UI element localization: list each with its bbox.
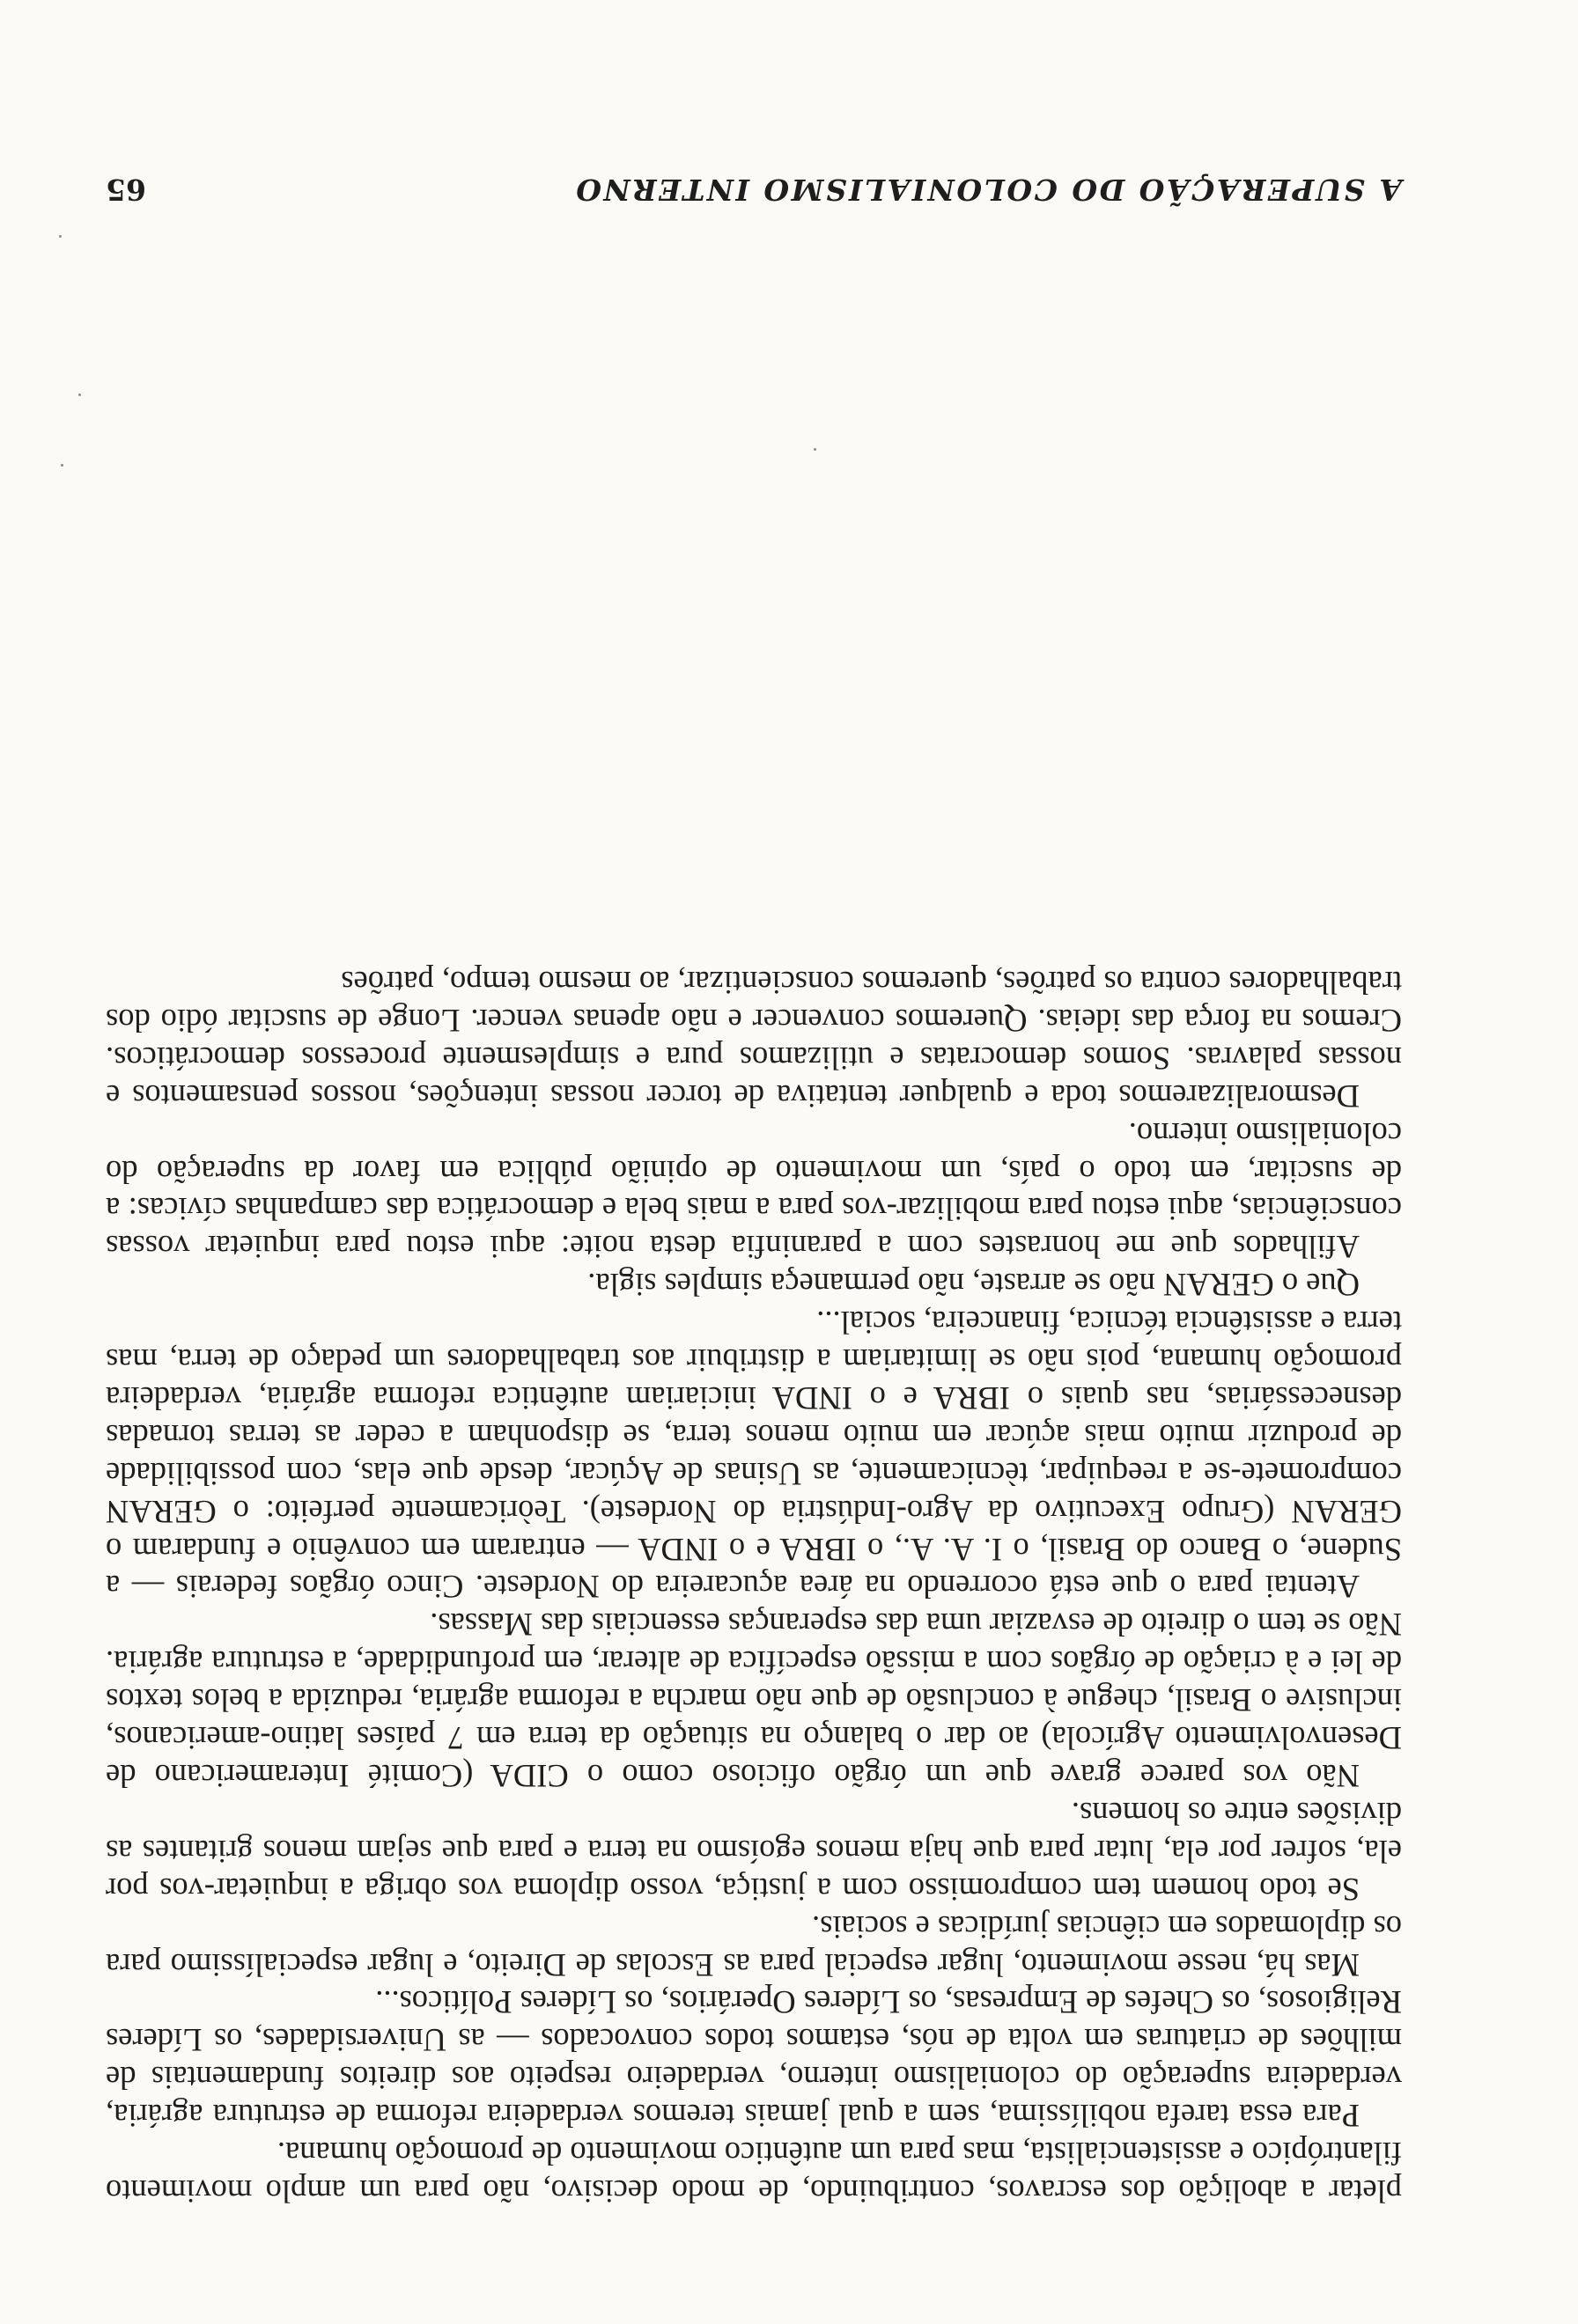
body-text <box>106 963 1402 2210</box>
paragraph: Que o GERAN não se arraste, não permaneça simples sigla. <box>587 1267 1360 1304</box>
page-number: 65 <box>106 173 146 207</box>
running-head-title: A SUPERAÇÃO DO COLONIALISMO INTERNO <box>573 173 1402 207</box>
paragraph: Mas há, nesse movimento, lugar especial para as Escolas de Direito, e lugar especialíssimo para os diplomados em ciências jurídicas e sociais. <box>106 1908 1402 1983</box>
paper-speck <box>814 448 816 451</box>
running-head <box>106 163 1402 207</box>
paragraph: Desmoralizaremos toda e qualquer tentativa de torcer nossas intenções, nossos pensamentos e nossas palavras. Somos democratas e utilizamos pura e simplesmente processos democráticos. Cremos na força das ideias. Queremos convencer e não apenas vencer. Longe de suscitar ódio dos trabalhadores contra os patrões, queremos conscientizar, ao mesmo tempo, patrões <box>106 965 1402 1114</box>
paragraph: Não vos parece grave que um órgão oficioso como o CIDA (Comité Interamericano de Desenvolvimento Agrícola) ao dar o balanço na situação da terra em 7 países latino-americanos, inclusive o Brasil, chegue à conclusão de que não marcha a reforma agrária, reduzida a belos textos de lei e à criação de órgãos com a missão específica de alterar, em profundidade, a estrutura agrária. Não se tem o direito de esvaziar uma das esperanças essenciais das Massas. <box>106 1607 1402 1795</box>
paper-speck <box>61 464 63 467</box>
paragraph: Atentai para o que está ocorrendo na área açucareira do Nordeste. Cinco órgãos federais — a Sudene, o Banco do Brasil, o I. A. A., o IBRA e o INDA — entraram em convênio e fundaram o GERAN (Grupo Executivo da Agro-Indústria do Nordeste). Teòricamente perfeito: o GERAN compromete-se a reequipar, tècnicamente, as Usinas de Açúcar, desde que elas, com possibilidade de produzir muito mais açúcar em muito menos terra, se disponham a ceder as terras tornadas desnecessárias, nas quais o IBRA e o INDA iniciariam autêntica reforma agrária, verdadeira promoção humana, pois não se limitariam a distribuir aos trabalhadores um pedaço de terra, mas terra e assistência técnica, financeira, social... <box>106 1305 1402 1606</box>
paragraph: Afilhados que me honrastes com a paraninfia desta noite: aqui estou para inquietar vossas consciências, aqui estou para mobilizar-vos para a mais bela e democrática das campanhas cívicas: a de suscitar, em todo o país, um movimento de opinião pública em favor da superação do colonialismo interno. <box>106 1115 1402 1266</box>
paragraph: pletar a abolição dos escravos, contribuindo, de modo decisivo, não para um amplo movimento filantrópico e assistencialista, mas para um autêntico movimento de promoção humana. <box>106 2136 1402 2210</box>
paper-speck <box>78 393 81 396</box>
paper-speck <box>59 235 62 238</box>
paragraph: Se todo homem tem compromisso com a justiça, vosso diploma vos obriga a inquietar-vos por ela, sofrer por ela, lutar para que haja menos egoísmo na terra e para que sejam menos gritantes as divisões entre os homens. <box>106 1795 1402 1908</box>
paragraph: Para essa tarefa nobilíssima, sem a qual jamais teremos verdadeira reforma de estrutura agrária, verdadeira superação do colonialismo interno, verdadeiro respeito aos direitos fundamentais de milhões de criaturas em volta de nós, estamos todos convocados — as Universidades, os Líderes Religiosos, os Chefes de Empresas, os Líderes Operários, os Líderes Políticos... <box>106 1984 1402 2135</box>
